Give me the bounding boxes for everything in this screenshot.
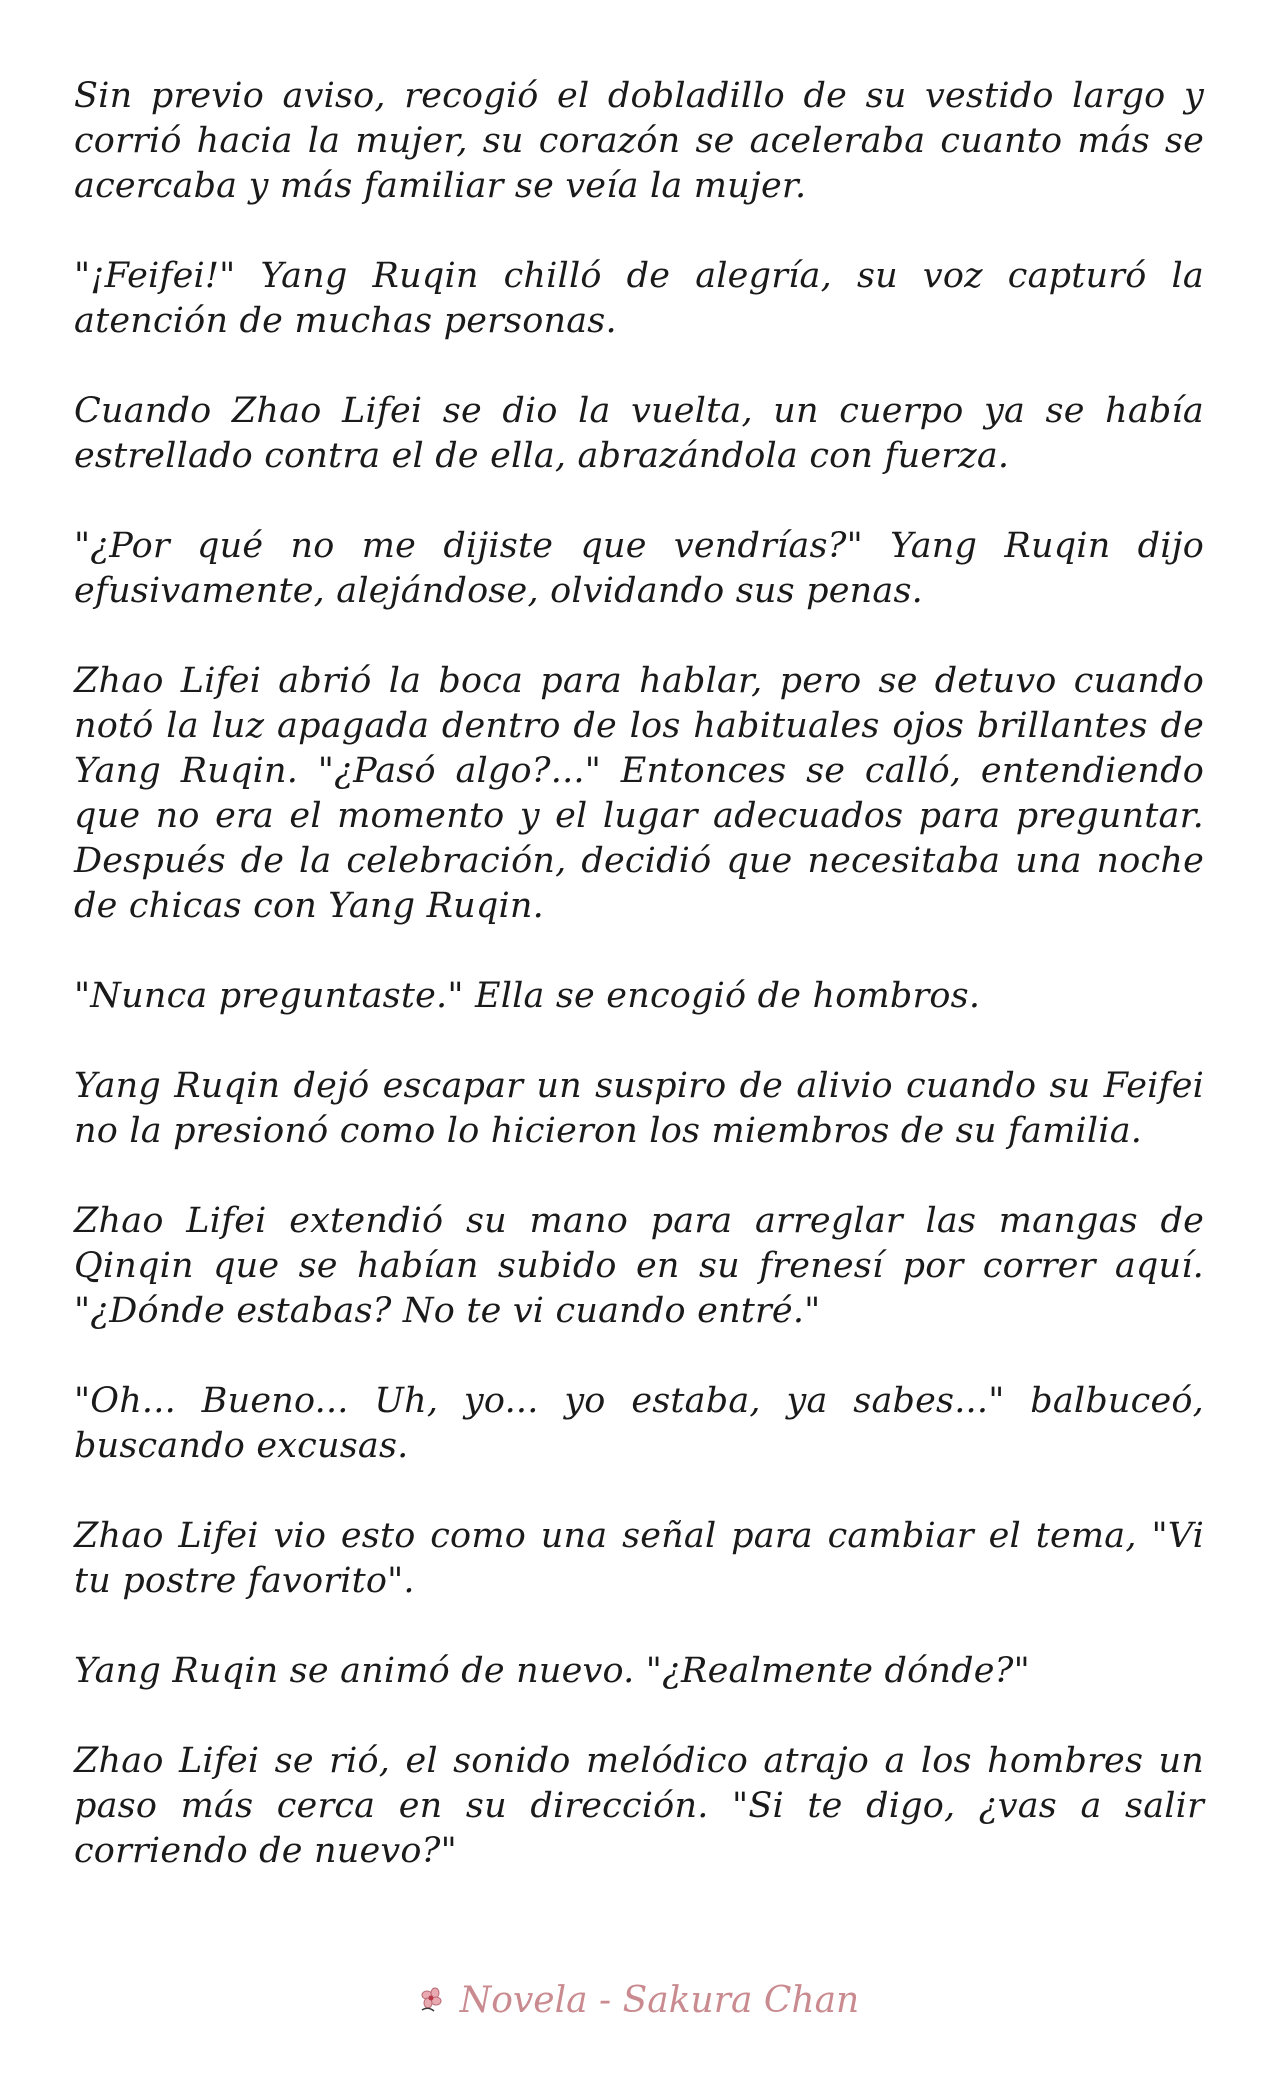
paragraph: Zhao Lifei extendió su mano para arreglar las mangas de Qinqin que se habían subido en su frenesí por correr aquí. "¿Dónde estabas? No te vi cuando entré." (74, 1201, 1204, 1331)
paragraph: Sin previo aviso, recogió el dobladillo de su vestido largo y corrió hacia la mujer, su corazón se aceleraba cuanto más se acercaba y más familiar se veía la mujer. (74, 76, 1204, 206)
paragraph: Yang Ruqin se animó de nuevo. "¿Realmente dónde?" (74, 1651, 1030, 1691)
paragraph: "¡Feifei!" Yang Ruqin chilló de alegría, su voz capturó la atención de muchas personas. (74, 256, 1204, 341)
paragraph: "Oh... Bueno... Uh, yo... yo estaba, ya sabes..." balbuceó, buscando excusas. (74, 1381, 1204, 1466)
document-body (74, 74, 1204, 1919)
sakura-flower-icon (416, 1986, 450, 2016)
paragraph: "¿Por qué no me dijiste que vendrías?" Yang Ruqin dijo efusivamente, alejándose, olvidando sus penas. (74, 526, 1204, 611)
paragraph: Yang Ruqin dejó escapar un suspiro de alivio cuando su Feifei no la presionó como lo hicieron los miembros de su familia. (74, 1066, 1204, 1151)
footer-text: Novela - Sakura Chan (459, 1980, 860, 2021)
paragraph: "Nunca preguntaste." Ella se encogió de hombros. (74, 976, 981, 1016)
paragraph: Zhao Lifei abrió la boca para hablar, pero se detuvo cuando notó la luz apagada dentro de los habituales ojos brillantes de Yang Ruqin. "¿Pasó algo?..." Entonces se calló, entendiendo que no era el momento y el lugar adecuados para preguntar. Después de la celebración, decidió que necesitaba una noche de chicas con Yang Ruqin. (74, 661, 1204, 926)
footer-watermark (0, 1980, 1275, 2021)
paragraph: Cuando Zhao Lifei se dio la vuelta, un cuerpo ya se había estrellado contra el de ella, abrazándola con fuerza. (74, 391, 1204, 476)
paragraph: Zhao Lifei vio esto como una señal para cambiar el tema, "Vi tu postre favorito". (74, 1516, 1204, 1601)
paragraph: Zhao Lifei se rió, el sonido melódico atrajo a los hombres un paso más cerca en su dirección. "Si te digo, ¿vas a salir corriendo de nuevo?" (74, 1741, 1204, 1871)
